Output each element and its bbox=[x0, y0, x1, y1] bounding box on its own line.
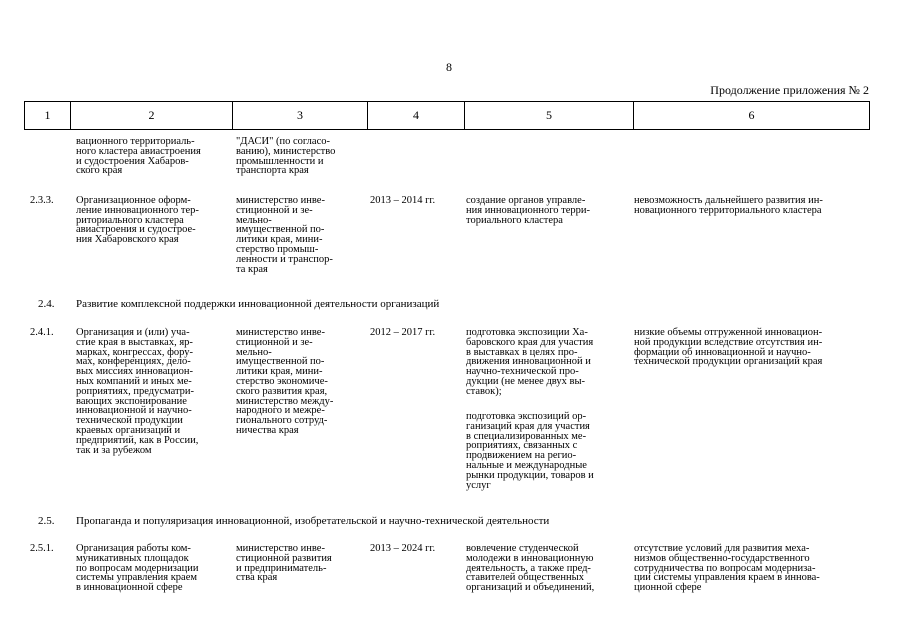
section-2-4-title: Развитие комплексной поддержки инновационной деятельности организаций bbox=[76, 298, 440, 310]
row-2-3-3-col5: создание органов управле- ния инновационного терри- ториального кластера bbox=[466, 195, 591, 226]
col-header-5: 5 bbox=[465, 102, 634, 130]
table-header bbox=[24, 101, 870, 130]
row-2-3-3-num: 2.3.3. bbox=[30, 195, 54, 206]
row-2-5-1-col2: Организация работы ком- муникативных площадок по вопросам модернизации системы управления краем в инновационной сфере bbox=[76, 543, 199, 594]
continuation-label: Продолжение приложения № 2 bbox=[710, 83, 869, 97]
row-2-4-1-num: 2.4.1. bbox=[30, 327, 54, 338]
row-cont-col2: вационного территориаль- ного кластера авиастроения и судостроения Хабаров- ского края bbox=[76, 136, 201, 177]
row-2-4-1-col2: Организация и (или) уча- стие края в выставках, яр- марках, конгрессах, фору- мах, конференциях, дело- вых миссиях инновацион- ных компаний и иных ме- роприятиях, предусматри- вающих экспонирование инновационной и научно- технической продукции краевых организаций и предприятий, как в России, так и за рубежом bbox=[76, 327, 199, 456]
col-header-3: 3 bbox=[233, 102, 368, 130]
col-header-2: 2 bbox=[71, 102, 233, 130]
row-2-3-3-col3: министерство инве- стиционной и зе- мельно- имущественной по- литики края, мини- стерство промыш- ленности и транспор- та края bbox=[236, 195, 333, 275]
section-2-5-title: Пропаганда и популяризация инновационной, изобретательской и научно-технической деятельности bbox=[76, 515, 550, 527]
row-2-3-3-col6: невозможность дальнейшего развития ин- новационного территориального кластера bbox=[634, 195, 823, 216]
col-header-6: 6 bbox=[634, 102, 870, 130]
page-number: 8 bbox=[446, 60, 452, 74]
row-cont-col3: "ДАСИ" (по согласо- ванию), министерство промышленности и транспорта края bbox=[236, 136, 336, 177]
row-2-5-1-col6: отсутствие условий для развития меха- низмов общественно-государственного сотрудничества по вопросам модерниза- ции системы управления краем в иннова- ционной сфере bbox=[634, 543, 820, 594]
col-header-4: 4 bbox=[368, 102, 465, 130]
row-2-4-1-col4: 2012 – 2017 гг. bbox=[370, 327, 436, 338]
section-2-4-num: 2.4. bbox=[38, 298, 55, 310]
row-2-5-1-col4: 2013 – 2024 гг. bbox=[370, 543, 436, 554]
row-2-4-1-col5a: подготовка экспозиции Ха- баровского края для участия в выставках в целях про- движения инновационной и научно-технической про- дукции (не менее двух вы- ставок); bbox=[466, 327, 594, 397]
row-2-5-1-col3: министерство инве- стиционной развития и предприниматель- ства края bbox=[236, 543, 332, 584]
row-2-5-1-num: 2.5.1. bbox=[30, 543, 54, 554]
row-2-4-1-col5b: подготовка экспозиций ор- ганизаций края для участия в специализированных ме- роприятиях, связанных с продвижением на регио- нальные и международные рынки продукции, товаров и услуг bbox=[466, 411, 594, 491]
row-2-3-3-col2: Организационное оформ- ление инновационного тер- риториального кластера авиастроения и судострое- ния Хабаровского края bbox=[76, 195, 199, 246]
col-header-1: 1 bbox=[25, 102, 71, 130]
row-2-4-1-col6: низкие объемы отгруженной инновацион- ной продукции вследствие отсутствия ин- формации об инновационной и научно- технической продукции организаций края bbox=[634, 327, 823, 368]
row-2-5-1-col5: вовлечение студенческой молодежи в инновационную деятельность, а также пред- ставителей общественных организаций и объединений, bbox=[466, 543, 595, 594]
row-2-3-3-col4: 2013 – 2014 гг. bbox=[370, 195, 436, 206]
section-2-5-num: 2.5. bbox=[38, 515, 55, 527]
row-2-4-1-col3: министерство инве- стиционной и зе- мельно- имущественной по- литики края, мини- стерство экономиче- ского развития края, министерство между- народного и межре- гионального сотруд- ничества края bbox=[236, 327, 334, 436]
